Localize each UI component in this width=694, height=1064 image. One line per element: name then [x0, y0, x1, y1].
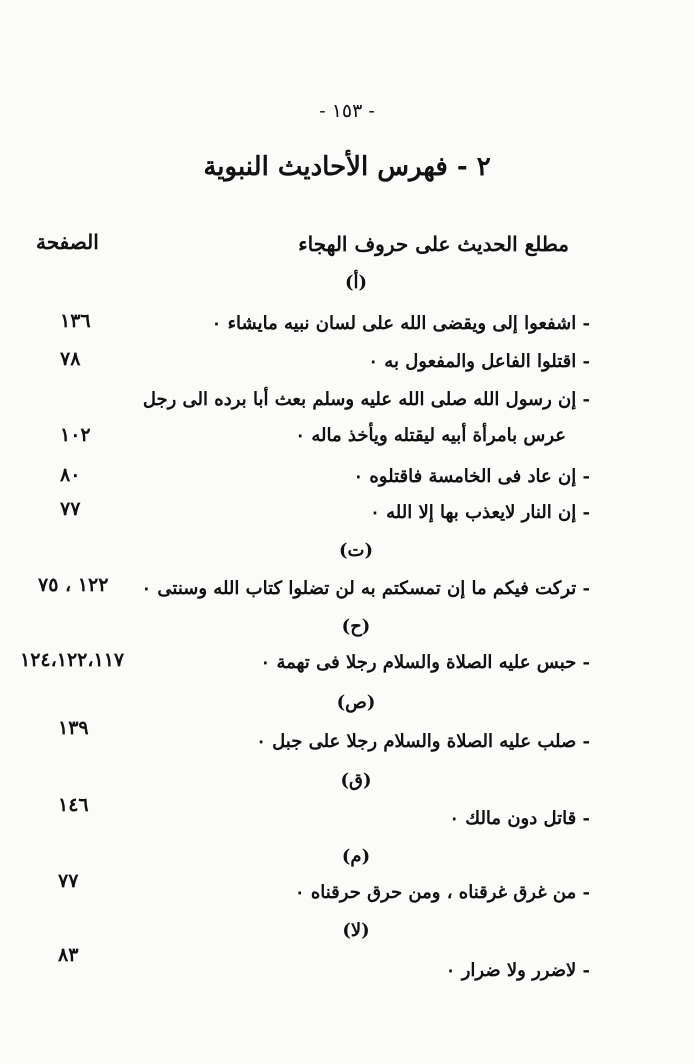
letter-heading-ha: (ح) [341, 616, 371, 637]
letter-heading-ta: (ت) [339, 540, 373, 561]
page-reference: ٨٣ [58, 944, 79, 966]
page-reference: ١٠٢ [60, 424, 91, 446]
page-reference: ١٤٦ [58, 794, 89, 816]
letter-heading-lam-alif: (لا) [342, 920, 370, 941]
hadith-column-header: مطلع الحديث على حروف الهجاء [298, 232, 569, 256]
hadith-entry: - إن النار لايعذب بها إلا الله ٠ [370, 502, 590, 523]
hadith-entry: - من غرق غرقناه ، ومن حرق حرقناه ٠ [294, 882, 590, 903]
hadith-entry: - لاضرر ولا ضرار ٠ [445, 960, 590, 981]
hadith-entry: - إن عاد فى الخامسة فاقتلوه ٠ [353, 466, 590, 487]
page-reference: ٧٧ [58, 870, 79, 892]
hadith-entry: - اقتلوا الفاعل والمفعول به ٠ [368, 351, 590, 372]
index-title: ٢ - فهرس الأحاديث النبوية [203, 152, 491, 182]
letter-heading-mim: (م) [341, 846, 371, 867]
hadith-entry: - قاتل دون مالك ٠ [449, 808, 590, 829]
hadith-entry: - إن رسول الله صلى الله عليه وسلم بعث أبا برده الى رجل [142, 389, 590, 410]
hadith-entry: - حبس عليه الصلاة والسلام رجلا فى تهمة ٠ [260, 652, 590, 673]
hadith-entry-continuation: عرس بامرأة أبيه ليقتله ويأخذ ماله ٠ [295, 425, 566, 446]
hadith-entry: - اشفعوا إلى ويقضى الله على لسان نبيه مايشاء ٠ [211, 313, 590, 334]
page-column-header: الصفحة [36, 230, 99, 254]
hadith-entry: - صلب عليه الصلاة والسلام رجلا على جبل ٠ [256, 731, 590, 752]
page-reference: ٧٧ [60, 498, 81, 520]
letter-heading-sad: (ص) [336, 692, 376, 713]
letter-heading-qaf: (ق) [340, 770, 372, 791]
page-reference: ٧٨ [60, 348, 81, 370]
page-reference: ١٣٦ [60, 310, 91, 332]
page-reference: ٨٠ [60, 464, 81, 486]
page-reference: ١٣٩ [58, 717, 89, 739]
page-reference: ١٢٢ ، ٧٥ [38, 574, 109, 596]
page-reference: ١٢٤،١٢٢،١١٧ [20, 649, 125, 671]
page-number: - ١٥٣ - [319, 100, 375, 122]
letter-heading-alif: (أ) [344, 272, 368, 293]
hadith-entry: - تركت فيكم ما إن تمسكتم به لن تضلوا كتاب الله وسنتى ٠ [141, 578, 590, 599]
